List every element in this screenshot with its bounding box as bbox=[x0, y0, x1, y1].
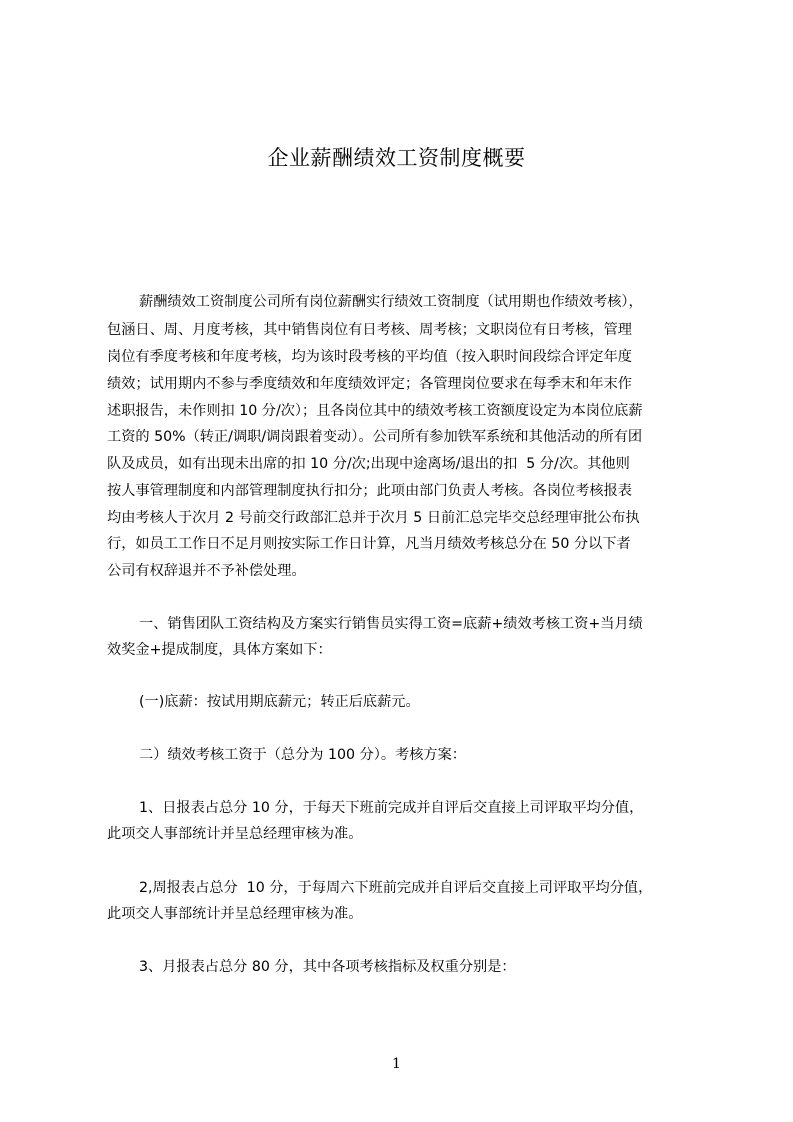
intro-line-1: 薪酬绩效工资制度公司所有岗位薪酬实行绩效工资制度（试用期也作绩效考核）， bbox=[139, 294, 643, 310]
monthly-report-item: 3、月报表占总分 80 分，其中各项考核指标及权重分别是： bbox=[139, 959, 516, 975]
performance-pay-item: 二）绩效考核工资于（总分为 100 分）。考核方案： bbox=[139, 747, 466, 763]
daily-report-line-2: 此项交人事部统计并呈总经理审核为准。 bbox=[107, 826, 363, 842]
base-salary-item: (一)底薪：按试用期底薪元；转正后底薪元。 bbox=[139, 694, 420, 710]
intro-line-11: 公司有权辞退并不予补偿处理。 bbox=[107, 563, 306, 579]
intro-line-9: 均由考核人于次月 2 号前交行政部汇总并于次月 5 日前汇总完毕交总经理审批公布执 bbox=[107, 510, 640, 526]
section1-line-2: 效奖金+提成制度，具体方案如下： bbox=[107, 642, 332, 658]
intro-line-2: 包涵日、周、月度考核，其中销售岗位有日考核、周考核；文职岗位有日考核，管理 bbox=[107, 322, 632, 338]
section1-line-1: 一、销售团队工资结构及方案实行销售员实得工资=底薪+绩效考核工资+当月绩 bbox=[139, 616, 643, 632]
intro-line-6: 工资的 50%（转正/调职/调岗跟着变动）。公司所有参加铁军系统和其他活动的所有团 bbox=[107, 429, 643, 445]
intro-line-4: 绩效；试用期内不参与季度绩效和年度绩效评定；各管理岗位要求在每季末和年末作 bbox=[107, 376, 632, 392]
intro-line-7: 队及成员，如有出现未出席的扣 10 分/次;出现中途离场/退出的扣 5 分/次。其他则 bbox=[107, 456, 630, 472]
intro-line-5: 述职报告，未作则扣 10 分/次）；且各岗位其中的绩效考核工资额度设定为本岗位底薪 bbox=[107, 403, 643, 419]
daily-report-line-1: 1、日报表占总分 10 分，于每天下班前完成并自评后交直接上司评取平均分值， bbox=[139, 800, 644, 816]
intro-line-8: 按人事管理制度和内部管理制度执行扣分；此项由部门负责人考核。各岗位考核报表 bbox=[107, 483, 632, 499]
document-title: 企业薪酬绩效工资制度概要 bbox=[267, 146, 526, 170]
page-number: 1 bbox=[392, 1056, 401, 1072]
intro-line-10: 行，如员工工作日不足月则按实际工作日计算，凡当月绩效考核总分在 50 分以下者 bbox=[107, 536, 631, 552]
intro-line-3: 岗位有季度考核和年度考核，均为该时段考核的平均值（按入职时间段综合评定年度 bbox=[107, 349, 632, 365]
weekly-report-line-2: 此项交人事部统计并呈总经理审核为准。 bbox=[107, 906, 363, 922]
weekly-report-line-1: 2,周报表占总分 10 分，于每周六下班前完成并自评后交直接上司评取平均分值， bbox=[139, 880, 653, 896]
